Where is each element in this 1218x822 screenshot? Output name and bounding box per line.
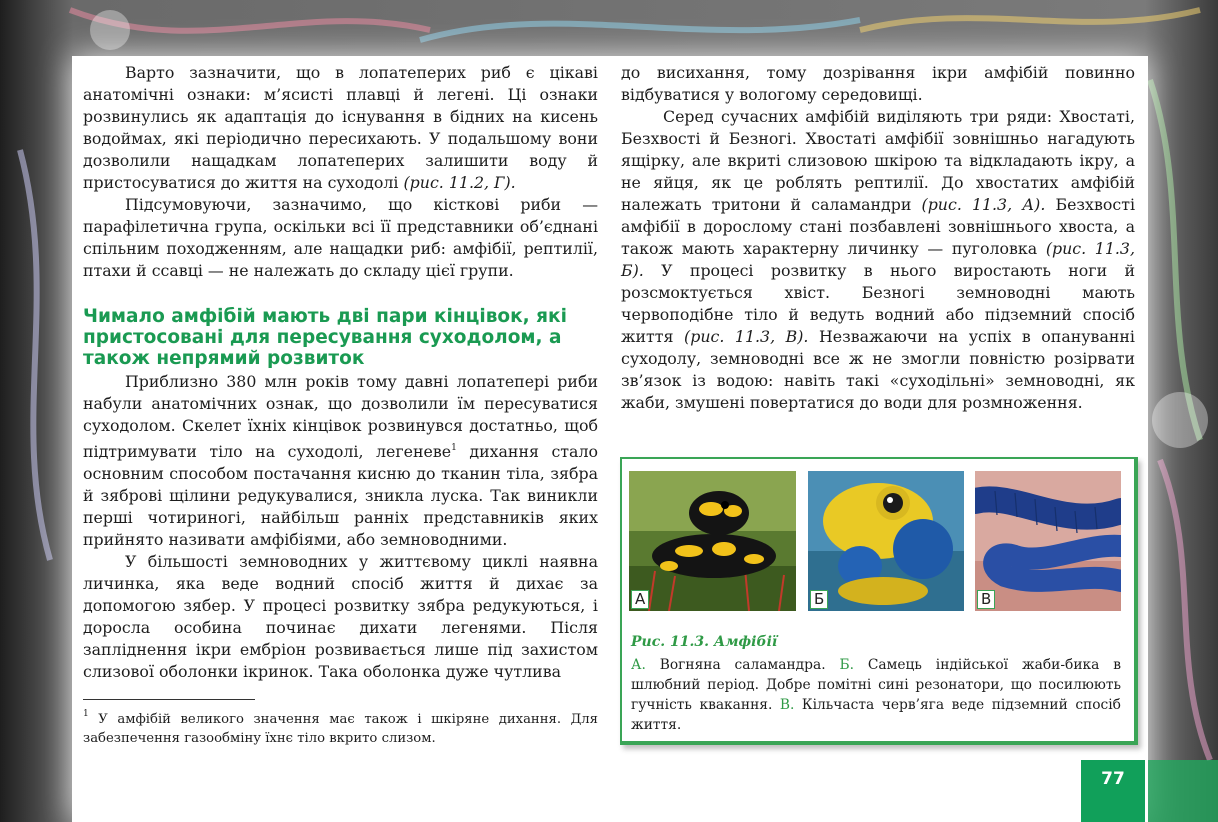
footnote-divider: [83, 699, 255, 700]
left-column: [83, 62, 598, 683]
paragraph: Серед сучасних амфібій виділяють три ряди: Хвостаті, Безхвості й Безногі. Хвостаті амфібії зовнішньо нагадують ящірку, але вкриті слизовою шкірою та відкладають ікру, а не яйця, як це роблять рептилії. До хвостатих амфібій належать тритони й саламандри (рис. 11.3, А). Безхвості амфібії в дорослому стані позбавлені зовнішнього хвоста, а також мають характерну личинку — пуголовка (рис. 11.3, Б). У процесі розвитку в нього виростають ноги й розсмоктується хвіст. Безногі земноводні мають червоподібне тіло й ведуть водний або підземний спосіб життя (рис. 11.3, В). Незважаючи на успіх в опануванні суходолу, земноводні все ж не змогли повністю розірвати зв’язок із водою: навіть такі «суходільні» земноводні, як жаби, змушені повертатися до води для розмноження.: [621, 107, 1135, 412]
figure-caption-title: Рис. 11.3. Амфібії: [631, 634, 778, 650]
photo-label: Б: [810, 590, 828, 609]
figure-reference: (рис. 11.3, А).: [921, 195, 1046, 214]
photo-bullfrog: [808, 471, 964, 611]
figure-box: [620, 457, 1138, 745]
photo-salamander: [629, 471, 796, 611]
page-tab-strip: [1148, 760, 1218, 822]
figure-reference: (рис. 11.3, Б).: [621, 239, 1135, 280]
paragraph: Варто зазначити, що в лопатеперих риб є цікаві анатомічні ознаки: м’ясисті плавці й легені. Ці ознаки розвинулись як адаптація до існування в бідних на кисень водоймах, які періодично пересихають. У подальшому вони дозволили нащадкам лопатеперих залишити воду й пристосуватися до життя на суходолі (рис. 11.2, Г).: [83, 63, 598, 192]
photo-label: В: [977, 590, 995, 609]
photo-label: А: [631, 590, 649, 609]
paragraph: до висихання, тому дозрівання ікри амфібій повинно відбуватися у вологому середовищі.: [621, 63, 1135, 104]
page-number: 77: [1081, 760, 1145, 822]
footnote: $^1$ У амфібій великого значення має також і шкіряне дихання. Для забезпечення газообміну їхнє тіло вкрито слизом.: [83, 709, 598, 746]
paragraph: У більшості земноводних у життєвому циклі наявна личинка, яка веде водний спосіб життя й дихає за допомогою зябер. У процесі розвитку зябра редукуються, і доросла особина починає дихати легенями. Після запліднення ікри ембріон розвивається лише під захистом слизової оболонки ікринок. Така оболонка дуже чутлива: [83, 552, 598, 681]
paragraph: Підсумовуючи, зазначимо, що кісткові риби — парафілетична група, оскільки всі її представники об’єднані спільним походженням, але нащадки риб: амфібії, рептилії, птахи й ссавці — не належать до складу цієї групи.: [83, 195, 598, 280]
section-heading: Чимало амфібій мають дві пари кінцівок, які пристосовані для пересування суходолом, а також непрямий розвиток: [83, 306, 567, 369]
footnote-mark: 1: [451, 443, 457, 453]
figure-reference: (рис. 11.3, В).: [684, 327, 809, 346]
figure-reference: (рис. 11.2, Г).: [403, 173, 516, 192]
right-column: [621, 62, 1135, 414]
photo-caecilian: [975, 471, 1121, 611]
paragraph: Приблизно 380 млн років тому давні лопатепері риби набули анатомічних ознак, що дозволили їм пересуватися суходолом. Скелет їхніх кінцівок розвинувся достатньо, щоб підтримувати тіло на суходолі, легеневе$^1$ дихання стало основним способом постачання кисню до тканин тіла, зябра й зяброві щілини редукувалися, зникла луска. Так виникли перші чотириногі, найбільш ранніх представників яких прийнято називати амфібіями, або земноводними.: [83, 372, 598, 549]
figure-caption: А. Вогняна саламандра. Б. Самець індійської жаби-бика в шлюбний період. Добре помітні сині резонатори, що посилюють гучність квакання. В. Кільчаста черв’яга веде підземний спосіб життя.: [631, 657, 1121, 733]
